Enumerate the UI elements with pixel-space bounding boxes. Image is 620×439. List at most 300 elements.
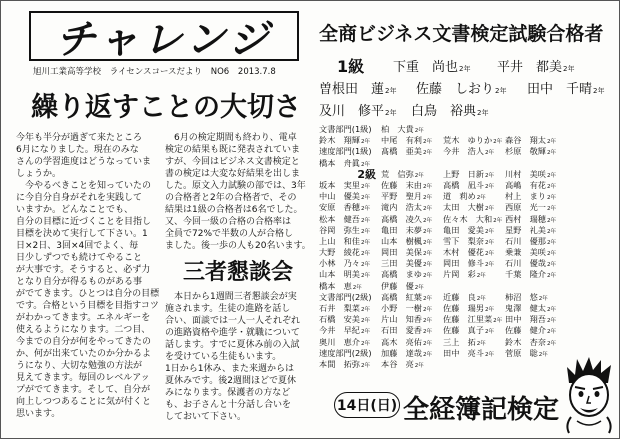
name-text: 及川 修平 (319, 104, 385, 119)
grade-mark: 2年 (546, 228, 556, 235)
grade-mark: 2年 (476, 195, 486, 202)
name-text: 高橋 凪斗 (443, 179, 484, 190)
name-text: 西村 瑞穂 (505, 213, 546, 224)
name-text: 佐々木 大和 (443, 213, 493, 224)
text-line: 1日から1休み、また来週からは (165, 364, 294, 374)
passer-name (505, 258, 567, 269)
grade-mark: 2年 (476, 340, 486, 347)
grade-mark: 2年 (484, 251, 494, 258)
name-text: 片山 知香 (381, 314, 422, 325)
passer-name (381, 236, 443, 247)
passer-name (381, 225, 443, 236)
text-line: 書の検定は大変な好結果を出しま (165, 169, 301, 179)
text-line: の進路資格や進学・就職について (165, 328, 300, 338)
results-row (319, 180, 569, 191)
grade-mark: 2年 (546, 273, 556, 280)
grade-mark: 2年 (414, 128, 424, 134)
results-heading: 全商ビジネス文書検定試験合格者 (319, 23, 604, 45)
empty-cell (381, 158, 443, 169)
passer-name (505, 202, 567, 213)
name-text: 大野 綾花 (319, 247, 360, 258)
passer-name (381, 202, 443, 213)
text-line: 目標を決めて実行して下さい。1 (16, 229, 148, 239)
name-text: 亀田 愛美 (443, 224, 484, 235)
text-line: に今自分自身がそれを実践して (16, 193, 143, 203)
grade-mark: 2年 (546, 329, 556, 336)
name-text: 荒木 ゆりか (443, 135, 493, 146)
grade-mark: 2年 (360, 262, 370, 269)
text-line: 結果は1級の合格者は6名でした。 (165, 205, 303, 215)
name-text: 田中 亮斗 (443, 347, 484, 358)
results-row (319, 348, 569, 359)
name-text: 白鳥 裕典 (411, 104, 477, 119)
section-label: 文書部門(2級) (319, 291, 372, 302)
passer-name (381, 303, 443, 314)
grade-mark: 2年 (546, 251, 556, 258)
grade-mark: 2年 (360, 251, 370, 258)
text-line: 夏休みです。後2週間ほどで夏休 (165, 376, 297, 386)
passer-name (319, 191, 381, 202)
passer-name (505, 225, 567, 236)
passer-name (505, 169, 567, 180)
grade-mark: 2年 (360, 318, 370, 325)
text-line: の合格者と2年の合格者で、その (165, 193, 297, 203)
passer-name (319, 135, 381, 146)
passer-name (319, 214, 381, 225)
name-text: 杉原 敬輝 (505, 146, 546, 157)
name-text: 田中 翔吾 (505, 314, 546, 325)
name-text: 三上 拓 (443, 336, 476, 347)
results-row (319, 247, 569, 258)
grade-mark: 2年 (484, 239, 494, 246)
passer-name (319, 180, 381, 191)
name-text: 石田 愛香 (381, 325, 422, 336)
grade-mark: 2年 (360, 362, 370, 369)
name-text: 佐藤 瑞男 (443, 303, 484, 313)
results-row (319, 236, 569, 247)
grade-mark: 2年 (360, 239, 370, 246)
name-text: 鈴木 翔輝 (319, 135, 360, 146)
level1-name (416, 78, 506, 97)
name-text: 三田 美優 (381, 258, 422, 269)
text-line: 又、今回一級の合格の合格率は (165, 217, 292, 227)
passer-name (443, 247, 505, 258)
passer-name (443, 180, 505, 191)
grade-mark: 2年 (484, 183, 494, 190)
text-line: 日×2日、3回×4回でよく、毎 (16, 241, 139, 251)
name-text: 高橋 凌久 (381, 213, 422, 224)
empty-cell (505, 359, 567, 370)
text-line: 本日から1週間三者懇談会が実 (165, 292, 297, 302)
name-text: 安原 香穂 (319, 202, 360, 213)
text-line: 向上しつつあることに気が付くと (16, 397, 152, 407)
name-text: 谷岡 弥生 (319, 224, 360, 235)
grade-mark: 2年 (546, 139, 556, 146)
passer-name (319, 225, 381, 236)
issue-date: 2013.7.8 (237, 67, 276, 77)
passer-name (505, 180, 567, 191)
grade-mark: 2年 (422, 340, 432, 347)
passer-name (443, 135, 505, 146)
grade-mark: 2年 (414, 362, 424, 369)
name-text: 田中 千晴 (527, 82, 593, 97)
passer-name (319, 281, 381, 292)
name-text: 千葉 隆介 (505, 269, 546, 280)
text-line: ました。後一歩の人も20名います。 (165, 241, 311, 251)
passer-name (319, 314, 381, 325)
text-line: した。原文入力試験の部では、3年 (165, 181, 306, 191)
text-line: プがでてきます。そして、自分が (16, 385, 151, 395)
name-text: 小野 一樹 (381, 303, 422, 313)
passer-name (381, 314, 443, 325)
results-row (319, 169, 569, 180)
name-text: 星野 礼美 (505, 224, 546, 235)
passer-name (505, 135, 567, 146)
grade-mark: 2年 (484, 351, 494, 358)
grade-mark: 2年 (422, 295, 432, 302)
level1-label: 1級 (337, 57, 365, 76)
name-text: 松本 健吾 (319, 213, 360, 224)
name-text: 下重 尚也 (393, 60, 459, 75)
text-line: すが、今回はビジネス文書検定と (165, 157, 300, 167)
results-row (319, 158, 569, 169)
name-text: 菅原 聡 (505, 347, 538, 358)
notice-date-badge: 14日(日) (334, 392, 400, 418)
passer-name (319, 337, 381, 348)
grade-mark: 2年 (360, 307, 370, 313)
name-text: 亀田 未夢 (381, 224, 422, 235)
grade-mark: 2年 (546, 239, 556, 246)
name-text: 荒 信弥 (381, 168, 414, 179)
name-text: 近藤 良 (443, 291, 476, 302)
grade-mark: 2年 (593, 87, 605, 95)
passer-name (319, 325, 381, 336)
text-line: 日少しずつでも続けてやること (16, 253, 143, 263)
grade-mark: 2年 (484, 307, 494, 313)
passer-name (443, 191, 505, 202)
grade-mark: 2年 (422, 262, 432, 269)
passer-name (319, 158, 381, 169)
grade-mark: 2年 (422, 217, 432, 224)
grade-mark: 2年 (538, 351, 548, 358)
name-text: 加藤 達哉 (381, 347, 422, 358)
text-line: 合い、面談では一人一人それぞれ (165, 316, 301, 326)
name-text: 佐藤 真子 (443, 325, 484, 336)
grade-mark: 2年 (546, 195, 556, 202)
passer-name (505, 191, 567, 202)
section-label: 文書部門(1級) (319, 124, 372, 134)
text-line: がでてきます。ひとつは自分の目標 (16, 289, 160, 299)
passer-name (443, 348, 505, 359)
issue-number: NO6 (210, 67, 230, 77)
passer-name (443, 303, 505, 314)
name-text: 片岡 彩 (443, 269, 476, 280)
results-row (319, 146, 569, 157)
empty-cell (443, 124, 505, 135)
passer-name (443, 225, 505, 236)
empty-cell (443, 359, 505, 370)
name-text: 道 莉め (443, 191, 476, 202)
grade-mark: 2年 (546, 206, 556, 213)
grade-mark: 2年 (538, 295, 548, 302)
grade-mark: 2年 (422, 329, 432, 336)
text-line: しておいて下さい。 (165, 412, 247, 422)
grade-mark: 2年 (360, 195, 370, 202)
passer-name (505, 303, 567, 314)
notice-event-title: 全経簿記検定 (403, 395, 560, 425)
passer-name (443, 292, 505, 303)
results-row (319, 191, 569, 202)
name-text: 高橋 まゆ (381, 269, 422, 280)
name-text: 石川 優哉 (505, 258, 546, 269)
empty-cell (443, 281, 505, 292)
name-text: 滝内 浩太 (381, 202, 422, 213)
text-line: 今までの自分が何をやってきたの (16, 337, 152, 347)
section-label: 速度部門(2級) (319, 347, 372, 358)
name-text: 本間 拓弥 (319, 358, 360, 369)
name-text: 上山 和佳 (319, 235, 360, 246)
name-text: 高嶋 有花 (505, 179, 546, 190)
level1-name (527, 78, 604, 97)
passer-name (381, 337, 443, 348)
name-text: 山本 樹楓 (381, 235, 422, 246)
passer-name (381, 348, 443, 359)
text-line: 6月になりました。現在のみな (16, 145, 139, 155)
grade-mark: 2年 (459, 65, 471, 73)
level1-name (319, 100, 396, 119)
results-row (319, 214, 569, 225)
results-grid (319, 124, 569, 370)
text-line: がわかってきます。エネルギーを (16, 313, 151, 323)
course-name: ライセンスコースだより (109, 67, 203, 77)
name-text: 川村 美咲 (505, 168, 546, 179)
passer-name (443, 214, 505, 225)
text-line: 施されます。生徒の進路を話し (165, 304, 291, 314)
passer-name (319, 202, 381, 213)
grade-mark: 2年 (476, 273, 486, 280)
name-text: 橋本 恵 (319, 280, 352, 291)
text-line: 見えてきます。毎回のレベルアッ (16, 373, 150, 383)
cartoon-face-icon (561, 355, 617, 435)
passer-name (381, 258, 443, 269)
grade-mark: 2年 (422, 351, 432, 358)
name-text: 上野 日新 (443, 168, 484, 179)
name-text: 岡田 美保 (381, 247, 422, 258)
text-line: 全員で72%で半数の人が合格し (165, 229, 294, 239)
passer-name (381, 359, 443, 370)
passer-name (381, 146, 443, 157)
passer-name (505, 214, 567, 225)
passer-name (319, 247, 381, 258)
level1-name (411, 100, 488, 119)
passer-name (381, 180, 443, 191)
text-line: さんの学習進度はどうなっていま (16, 157, 152, 167)
name-text: 平井 都美 (497, 60, 563, 75)
name-text: 今井 浩人 (443, 146, 484, 157)
text-line: 今年も半分が過ぎて来たところ (16, 133, 143, 143)
grade-mark: 2年 (546, 172, 556, 179)
grade-mark: 2年 (493, 217, 503, 224)
grade-mark: 2年 (546, 307, 556, 313)
name-text: 鬼澤 健太 (505, 303, 546, 313)
passer-name (443, 202, 505, 213)
name-text: 髙橋 亜美 (381, 146, 422, 157)
grade-mark: 2年 (484, 228, 494, 235)
text-line: 使えるようになります。二つ目、 (16, 325, 151, 335)
text-line: 思います。 (16, 409, 61, 419)
passer-name (505, 348, 567, 359)
name-text: 西原 光一 (505, 202, 546, 213)
grade-mark: 2年 (484, 150, 494, 157)
grade-mark: 2年 (360, 161, 370, 168)
name-text: 橋本 舟眞 (319, 157, 360, 168)
grade-mark: 2年 (546, 150, 556, 157)
grade-mark: 2年 (493, 318, 503, 325)
grade-mark: 2年 (352, 284, 362, 291)
grade-mark: 2年 (422, 195, 432, 202)
passer-name (381, 191, 443, 202)
name-text: 佐藤 末由 (381, 179, 422, 190)
name-text: 村上 まり (505, 191, 546, 202)
name-text: 太田 大樹 (443, 202, 484, 213)
results-row (319, 225, 569, 236)
passer-name (381, 214, 443, 225)
name-text: 今井 早紀 (319, 325, 360, 336)
name-text: 平野 聖月 (381, 191, 422, 202)
text-line: 検定の結果も既に発表されていま (165, 145, 301, 155)
results-row (319, 303, 569, 314)
results-row (319, 258, 569, 269)
grade-mark: 2年 (422, 273, 432, 280)
grade-mark: 2年 (360, 206, 370, 213)
passer-name (443, 325, 505, 336)
passer-name (505, 337, 567, 348)
empty-cell (505, 124, 567, 135)
results-row (319, 202, 569, 213)
grade-mark: 2年 (385, 87, 397, 95)
grade-mark: 2年 (414, 284, 424, 291)
grade-mark: 2年 (484, 262, 494, 269)
passer-name (505, 247, 567, 258)
grade-mark: 2年 (477, 109, 489, 117)
grade-mark: 2年 (546, 340, 556, 347)
text-line: を受けている生徒もいます。 (165, 352, 282, 362)
grade-mark: 2年 (360, 228, 370, 235)
passer-name (443, 269, 505, 280)
name-text: 奥川 恵介 (319, 336, 360, 347)
level-heading: 2級 (357, 168, 376, 180)
passer-name (381, 124, 443, 135)
grade-mark: 2年 (422, 228, 432, 235)
results-row (319, 314, 569, 325)
grade-mark: 2年 (484, 329, 494, 336)
passer-name (381, 325, 443, 336)
name-text: 高橋 紅葉 (381, 291, 422, 302)
empty-cell (443, 158, 505, 169)
grade-mark: 2年 (476, 295, 486, 302)
text-line: が大事です。そうすると、必ず力 (16, 265, 151, 275)
grade-mark: 2年 (493, 139, 503, 146)
name-text: 柿沼 悠 (505, 291, 538, 302)
name-text: 雪下 梨奈 (443, 235, 484, 246)
name-text: 高木 亮佑 (381, 336, 422, 347)
grade-mark: 2年 (385, 109, 397, 117)
report-body (165, 132, 311, 254)
text-line: 今やるべきことを知っていたの (16, 181, 152, 191)
passer-name (443, 236, 505, 247)
grade-mark: 2年 (563, 65, 575, 73)
grade-mark: 2年 (360, 329, 370, 336)
results-row (319, 269, 569, 280)
level1-name (319, 78, 396, 97)
passer-name (381, 292, 443, 303)
grade-mark: 2年 (360, 340, 370, 347)
grade-mark: 2年 (422, 206, 432, 213)
school-name: 旭川工業高等学校 (33, 67, 102, 77)
results-row (319, 292, 569, 303)
grade-mark: 2年 (422, 139, 432, 146)
grade-mark: 2年 (495, 87, 507, 95)
passer-name (319, 236, 381, 247)
name-text: 佐藤 健介 (505, 325, 546, 336)
passer-name (505, 146, 567, 157)
grade-mark: 2年 (546, 217, 556, 224)
passer-name (443, 314, 505, 325)
name-text: 佐藤 江里菜 (443, 314, 493, 325)
passer-name (443, 169, 505, 180)
passer-name (443, 146, 505, 157)
passer-name (505, 314, 567, 325)
results-row (319, 337, 569, 348)
results-row (319, 124, 569, 135)
level1-name (497, 56, 574, 75)
passer-name (319, 359, 381, 370)
name-text: 乗兼 美咲 (505, 247, 546, 258)
passer-name (505, 236, 567, 247)
grade-mark: 2年 (422, 239, 432, 246)
text-line: うになり、大切な勉強の方法が (16, 361, 143, 371)
masthead-subline (33, 65, 282, 77)
passer-name (443, 258, 505, 269)
text-line: 自分の目標に近づくことを目指し (16, 217, 152, 227)
results-row (319, 359, 569, 370)
text-line: みになります。保護者の方など (165, 388, 291, 398)
name-text: 木村 優花 (443, 247, 484, 258)
passer-name (505, 325, 567, 336)
grade-mark: 2年 (546, 318, 556, 325)
text-line: です。合格という目標を目指すコツ (16, 301, 159, 311)
name-text: 森谷 翔太 (505, 135, 546, 146)
name-text: 鈴木 杏奈 (505, 336, 546, 347)
article-title: 繰り返すことの大切さ (31, 92, 301, 123)
name-text: 石川 優那 (505, 235, 546, 246)
passer-name (443, 337, 505, 348)
name-text: 岡田 修斗 (443, 258, 484, 269)
grade-mark: 2年 (484, 172, 494, 179)
grade-mark: 2年 (414, 172, 424, 179)
name-text: 石井 梨菜 (319, 303, 360, 313)
results-row (319, 281, 569, 292)
passer-name (319, 258, 381, 269)
name-text: 小林 乃々 (319, 258, 360, 269)
grade-mark: 2年 (422, 183, 432, 190)
level1-name (393, 56, 470, 75)
passer-name (381, 269, 443, 280)
article-body (16, 132, 162, 422)
empty-cell (505, 281, 567, 292)
grade-mark: 2年 (360, 139, 370, 146)
results-row (319, 135, 569, 146)
